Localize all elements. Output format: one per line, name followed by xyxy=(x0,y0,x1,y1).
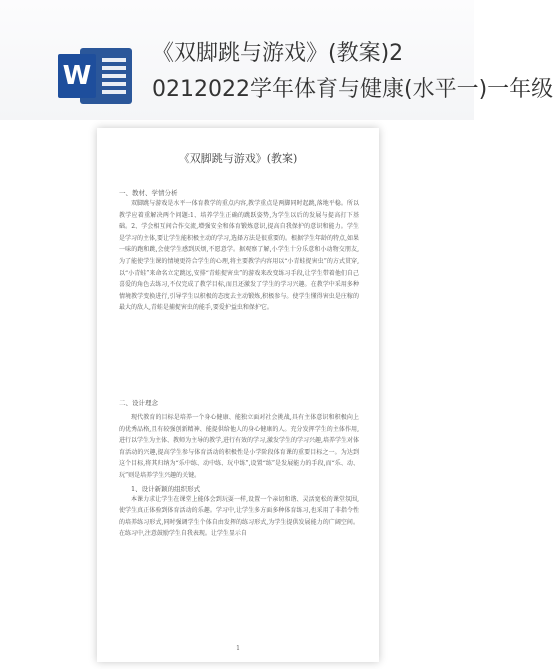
preview-header xyxy=(0,0,553,120)
document-title: 《双脚跳与游戏》(教案) xyxy=(178,152,298,165)
document-page-preview xyxy=(97,128,379,662)
section-paragraph: 双脚跳与游戏是水平一体育教学的重点内容,教学重点是两脚同时起跳,落地平稳。所以教学应着重解决两个问题:1、培养学生正确的跳跃姿势,为学生以后的发展与提高打下基础。2、学会相互间合作交流,增强安全和体育锻炼意识,提高自我保护的意识和能力。学生是学习的主体,要让学生能积极主动的学习,选择方法是很重要的。根据学生年龄的特点,如果一味的跑和跳,会使学生感到厌烦,不愿意学。据观察了解,小学生十分乐意和小动物交朋友,为了能使学生课的情境更符合学生的心理,将主要教学内容用以“小青蛙捉害虫”的方式贯穿,以“小青蛙”来命名立定跳远,安排“青蛙捉害虫”的游戏来改变练习手段,让学生带着他们自己喜爱的角色去练习,不仅完成了教学目标,而且还激发了学生的学习兴趣。在教学中采用多种情境教学变换进行,引导学生以积极的态度去主动锻炼,积极参与。使学生懂得害虫是庄稼的最大的敌人,青蛙是捕捉害虫的能手,要爱护益虫和保护它。 xyxy=(119,200,359,312)
word-icon-letter: W xyxy=(58,54,96,98)
subsection-heading: 1、设计新颖的组织形式 xyxy=(131,484,201,493)
page-number: 1 xyxy=(236,645,240,652)
section-paragraph: 现代教育的目标是培养一个身心健康、能独立面对社会挑战,具有主体意识和积极向上的优秀品格,且有较强创新精神、能提供给他人的身心健康的人。充分发挥学生的主体作用,进行以学生为主体、教师为主导的教学,进行有效的学习,激发学生的学习兴趣,培养学生对体育活动的兴趣,提高学生参与体育活动的积极性是小学阶段体育课的重要目标之一。为达到这个目标,将其归纳为“乐中练、动中练、玩中练”,设置“练”是发展能力的手段,而“乐、动、玩”则是培养学生兴趣的关键。 xyxy=(119,414,359,479)
page-title-line-1: 《双脚跳与游戏》(教案)2 xyxy=(152,41,404,66)
section-analysis xyxy=(119,188,359,314)
section-heading: 一、教材、学情分析 xyxy=(119,189,178,197)
section-paragraph: 本课力求让学生在课堂上能体会到玩耍一样,设置一个亲切和谐、灵活宽松的课堂氛围,使学生真正体验到体育活动的乐趣。学习中,让学生多方面多种体育练习,也采用了非指令性的培养练习形式,同时强调学生个体自由发挥的练习形式,为学生提供发展能力的广阔空间。在练习中,注意鼓励学生自我表现。让学生显示自 xyxy=(119,495,359,538)
word-document-icon xyxy=(58,48,132,104)
page-title-line-2: 0212022学年体育与健康(水平一)一年级 xyxy=(152,77,553,102)
section-heading: 二、设计理念 xyxy=(119,399,158,407)
section-design-concept xyxy=(119,398,359,540)
